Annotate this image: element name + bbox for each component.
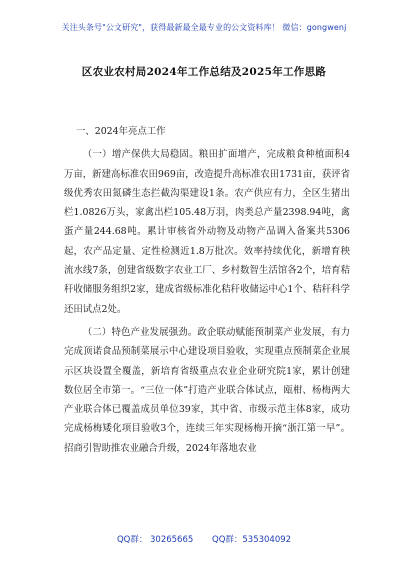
qq-group-2: QQ群：535304092 [212,535,292,545]
paragraph-1: （一）增产保供大局稳固。粮田扩面增产，完成粮食种植面积4万亩，新建高标准农田969亩，改造提升高标准农田1731亩，获评省级优秀农田氮磷生态拦截沟渠建设1条。农产供应有力，全区生猪出栏1.0826万头，家禽出栏105.48万羽，肉类总产量2398.94吨，禽蛋产量244.68吨。累计审核省外动物及动物产品调入备案共5306起，农产品定量、定性检测近1.8万批次。效率持续优化，新增育秧流水线7条，创建省级数字农业工厂、乡村数智生活馆各2个，培育秸秆收储服务组织2家，建成省级标准化秸秆收储运中心1个、秸秆科学还田试点2处。 [64,149,350,315]
paragraph-2: （二）特色产业发展强劲。政企联动赋能预制菜产业发展，有力完成顶诺食品预制菜展示中心建设项目验收，实现重点预制菜企业展示区块设置全覆盖，新培育省级重点农业企业研究院1家，累计创建数位居全市第一。“三位一体”打造产业联合体试点，瓯柑、杨梅两大产业联合体已覆盖成员单位39家，其中省、市级示范主体8家，成功完成杨梅矮化项目验收3个，连续三年实现杨梅开摘“浙江第一早”。招商引智助推农业融合升级，2024年落地农业 [64,326,350,454]
document-body [64,122,350,458]
qq-group-1: QQ群： 30265665 [116,535,194,545]
header-promo-note: 关注头条号"公文研究"，获得最新最全最专业的公文资料库！ 微信：gongwenj [61,23,347,32]
section-heading: 一、2024年亮点工作 [76,126,166,137]
document-title: 区农业农村局2024年工作总结及2025年工作思路 [81,66,327,78]
footer-contact [0,533,408,545]
